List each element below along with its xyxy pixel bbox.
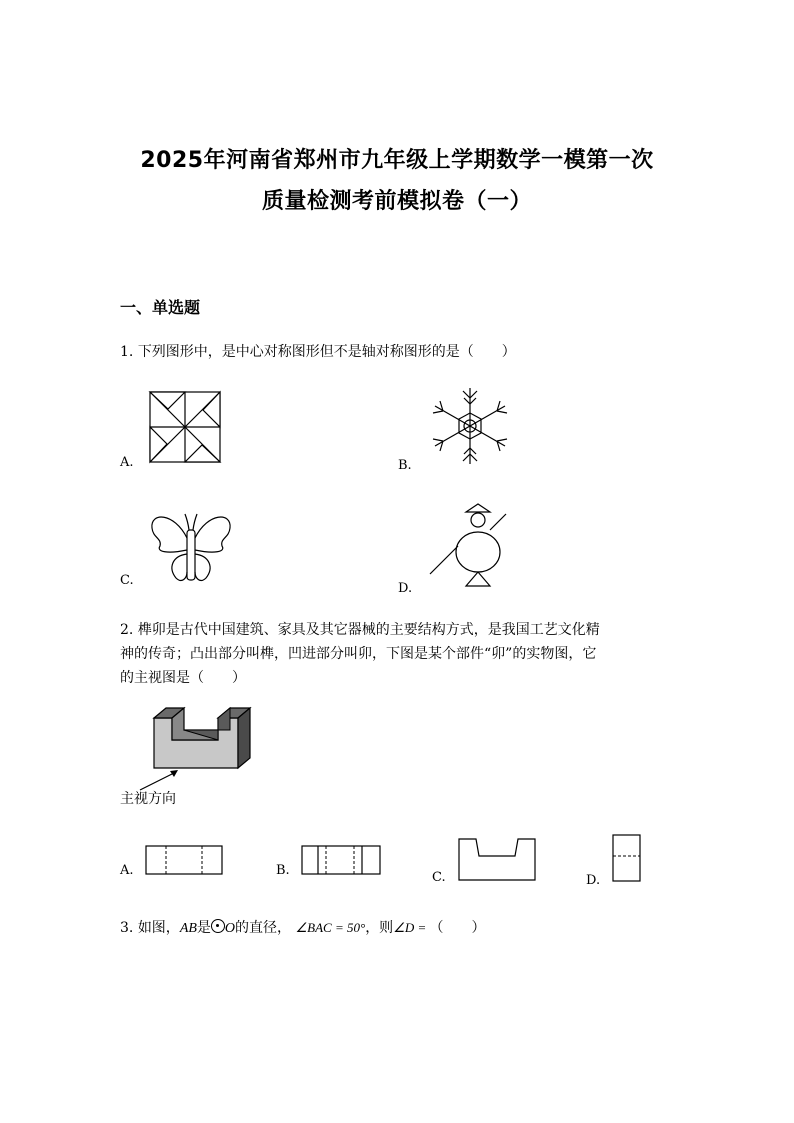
option-label-d: D.: [398, 581, 413, 596]
option-label-d: D.: [586, 873, 601, 888]
question-text: 如图，: [137, 920, 180, 936]
answer-blank: （ ）: [429, 920, 486, 936]
front-view-option-d: [612, 834, 642, 884]
option-label-a: A.: [120, 455, 134, 470]
butterfly-figure: [148, 508, 234, 584]
mortise-block-figure: [120, 700, 260, 800]
snowflake-figure: [428, 386, 512, 468]
option-label-b: B.: [276, 863, 290, 878]
page-title-line-1: 2025年河南省郑州市九年级上学期数学一模第一次: [140, 148, 654, 173]
question-2: [120, 618, 680, 690]
option-label-a: A.: [120, 863, 134, 878]
option-label-c: C.: [432, 870, 446, 885]
question-text-line-1: 榫卯是古代中国建筑、家具及其它器械的主要结构方式，是我国工艺文化精: [137, 622, 600, 638]
question-1: [120, 340, 516, 364]
option-label-b: B.: [398, 458, 412, 473]
section-heading: 一、单选题: [120, 298, 201, 317]
question-text: 的直径，: [235, 920, 292, 936]
question-text: 是: [196, 920, 211, 936]
bird-figure: [428, 502, 512, 590]
circle-symbol: [211, 919, 225, 933]
front-view-option-b: [301, 845, 383, 875]
question-text-line-3: 的主视图是（ ）: [120, 670, 246, 686]
front-view-option-c: [458, 838, 536, 882]
question-number: 2.: [120, 622, 134, 638]
question-number: 3.: [120, 920, 134, 936]
question-text: 下列图形中，是中心对称图形但不是轴对称图形的是（ ）: [137, 344, 516, 360]
front-view-option-a: [145, 845, 225, 875]
option-label-c: C.: [120, 573, 134, 588]
question-number: 1.: [120, 344, 134, 360]
view-direction-caption: 主视方向: [120, 791, 176, 807]
question-text-line-2: 神的传奇；凸出部分叫榫，凹进部分叫卯，下图是某个部件“卯”的实物图，它: [120, 646, 597, 662]
question-text: ，则: [365, 920, 394, 936]
pinwheel-figure: [148, 390, 222, 464]
angle-d: ∠D =: [393, 920, 430, 935]
question-3: [120, 916, 486, 941]
circle-label: O: [224, 921, 236, 936]
page-title-line-2: 质量检测考前模拟卷（一）: [261, 189, 532, 214]
angle-bac: ∠BAC = 50°: [295, 920, 366, 935]
segment-ab: AB: [179, 921, 197, 936]
